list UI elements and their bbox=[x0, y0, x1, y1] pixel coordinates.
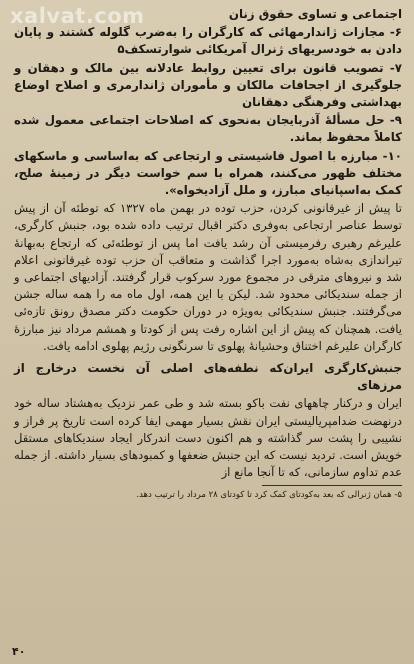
footnote-divider bbox=[262, 485, 402, 486]
watermark: xalvat.com bbox=[10, 4, 145, 28]
paragraph-body-1: تا پیش از غیرقانونی کردن، حزب توده در بهمن ماه ۱۳۲۷ که توطئه آن از پیش توسط عناصر ارتجاعی به‌وفری دکتر اقبال ترتیب داده شده بود، جنبش کارگری، علیرغم رهبری رفرمیستی آن رشد یافت اما پس از توطئه‌ئی که ارتجاع به‌بهانهٔ تیراندازی به‌شاه به‌مورد اجرا گذاشت و متعاقب آن حزب توده غیرقانونی اعلام شد و نیروهای مترقی در مجموع مورد سرکوب قرار گرفتند. آزادیهای اجتماعی و از جمله سندیکائی محدود شد. لیکن با این همه، اول ماه مه را همه ساله جشن می‌گرفتند. جنبش سندیکائی به‌ویژه در دوران حکومت دکتر مصدق رونق تازه‌ئی یافت. همچنان که پیش از این اشاره رفت پس از کودتا و همشم مرداد نیز مبارزهٔ کارگران علیرغم اختناق وحشیانهٔ پهلوی تا سرنگونی رژیم پهلوی ادامه یافت. bbox=[14, 201, 402, 353]
paragraph-body-2: ایران و درکنار چاههای نفت باکو بسته شد و طی عمر نزدیک به‌هشتاد ساله خود درنهضت ضدامپریالیستی ایران نقش بسیار مهمی ایفا کرده است تاریخ پر فراز و نشیبی را پشت سر گذاشته و هم اکنون دست اندرکار ایجاد سندیکاهای مستقل خویش است. تردید نیست که این جنبش ضعفها و کمبودهای بسیار داشته. از جمله عدم تداوم سازمانی، که تا آنجا مانع از bbox=[14, 396, 402, 480]
page-number: ۴۰ bbox=[12, 645, 26, 658]
paragraph-body-2-lead: جنبش‌کارگری ایران‌که نطفه‌های اصلی آن نخست درخارج از مرزهای bbox=[14, 361, 402, 393]
paragraph-item-10: ۱۰- مبارزه با اصول فاشیستی و ارتجاعی که به‌اساسی و ماسکهای مختلف ظهور می‌کنند، همراه با سم خواست دیگر در زمینهٔ صلح، کمک به‌اسپانیای مبارز، و ملل آزادیخواه». bbox=[14, 148, 402, 198]
footnote: ۵- همان ژنرالی که بعد به‌کودتای کمک کرد تا کودتای ۲۸ مرداد را ترتیب دهد. bbox=[136, 490, 402, 501]
paragraph-item-9: ۹- حل مسألهٔ آذربایجان به‌نحوی که اصلاحات اجتماعی معمول شده کاملاً محفوظ بماند. bbox=[14, 113, 402, 145]
paragraph-1: اجتماعی و تساوی حقوق زنان bbox=[228, 7, 402, 21]
paragraph-item-6: ۶- مجازات ژاندارمهائی که کارگران را به‌ضرب گلوله کشتند و پایان دادن به خودسریهای ژنرال آمریکائی شوارتسکف۵ bbox=[14, 25, 402, 57]
paragraph-item-7: ۷- تصویب قانون برای تعیین روابط عادلانه بین مالک و دهقان و جلوگیری از اجحافات مالکان و مأموران ژاندارمری و اصلاح اوضاع بهداشتی وفرهنگی دهقانان bbox=[14, 60, 402, 110]
